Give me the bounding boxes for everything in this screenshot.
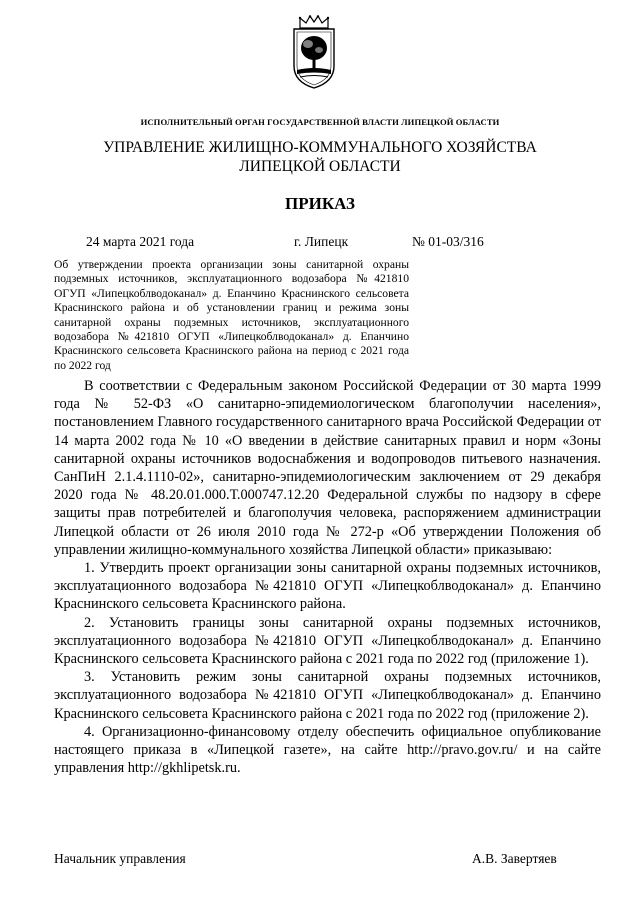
order-number: № 01-03/316 [412,234,484,249]
order-item-4: 4. Организационно-финансовому отделу обеспечить официальное опубликование настоящего приказа в «Липецкой газете», на сайте http://pravo.gov.ru/ и на сайте управления http://gkhlipetsk.ru. [54,723,601,777]
order-item-3: 3. Установить режим зоны санитарной охраны подземных источников, эксплуатационного водозабора №421810 ОГУП «Липецкоблводоканал» д. Епанчино Краснинского сельсовета Краснинского района с 2021 года по 2022 год (приложение 2). [54,669,601,722]
order-city: г. Липецк [294,234,349,249]
order-date: 24 марта 2021 года [86,234,195,249]
order-body [54,377,601,777]
order-item-2: 2. Установить границы зоны санитарной охраны подземных источников, эксплуатационного водозабора №421810 ОГУП «Липецкоблводоканал» д. Епанчино Краснинского сельсовета Краснинского района с 2021 года по 2022 год (приложение 1). [54,614,601,668]
lipetsk-coat-of-arms-icon [286,14,342,90]
document-type: ПРИКАЗ [285,194,355,213]
signatory-title: Начальник управления [54,851,186,866]
order-subject: Об утверждении проекта организации зоны санитарной охраны подземных источников, эксплуатационного водозабора №421810 ОГУП «Липецкоблводоканал» д. Епанчино Краснинского сельсовета Краснинского района и об установлении границ и режима зоны санитарной охраны подземных источников, эксплуатационного водозабора №421810 ОГУП «Липецкоблводоканал» д. Епанчино Краснинского сельсовета Краснинского района на период с 2021 года по 2022 год [54,258,409,372]
preamble-paragraph: В соответствии с Федеральным законом Российской Федерации от 30 марта 1999 года № 52-ФЗ «О санитарно-эпидемиологическом благополучии населения», постановлением Главного государственного санитарного врача Российской Федерации от 14 марта 2002 года № 10 «О введении в действие санитарных правил и норм «Зоны санитарной охраны источников водоснабжения и водопроводов питьевого назначения. СанПиН 2.1.4.1110-02», санитарно-эпидемиологическим заключением от 29 декабря 2020 года № 48.20.01.000.Т.000747.12.20 Федеральной службы по надзору в сфере защиты прав потребителей и благополучия человека, распоряжением администрации Липецкой области от 26 июля 2010 года № 272-р «Об утверждении Положения об управлении жилищно-коммунального хозяйства Липецкой области» приказываю: [54,378,601,558]
department-line-1: УПРАВЛЕНИЕ ЖИЛИЩНО-КОММУНАЛЬНОГО ХОЗЯЙСТВА [103,139,537,156]
order-item-1: 1. Утвердить проект организации зоны санитарной охраны подземных источников, эксплуатационного водозабора №421810 ОГУП «Липецкоблводоканал» д. Епанчино Краснинского сельсовета Краснинского района. [54,560,601,613]
department-name [0,138,640,176]
department-line-2: ЛИПЕЦКОЙ ОБЛАСТИ [239,158,401,175]
authority-line: ИСПОЛНИТЕЛЬНЫЙ ОРГАН ГОСУДАРСТВЕННОЙ ВЛАСТИ ЛИПЕЦКОЙ ОБЛАСТИ [140,117,500,127]
signatory-name: А.В. Завертяев [472,851,557,866]
